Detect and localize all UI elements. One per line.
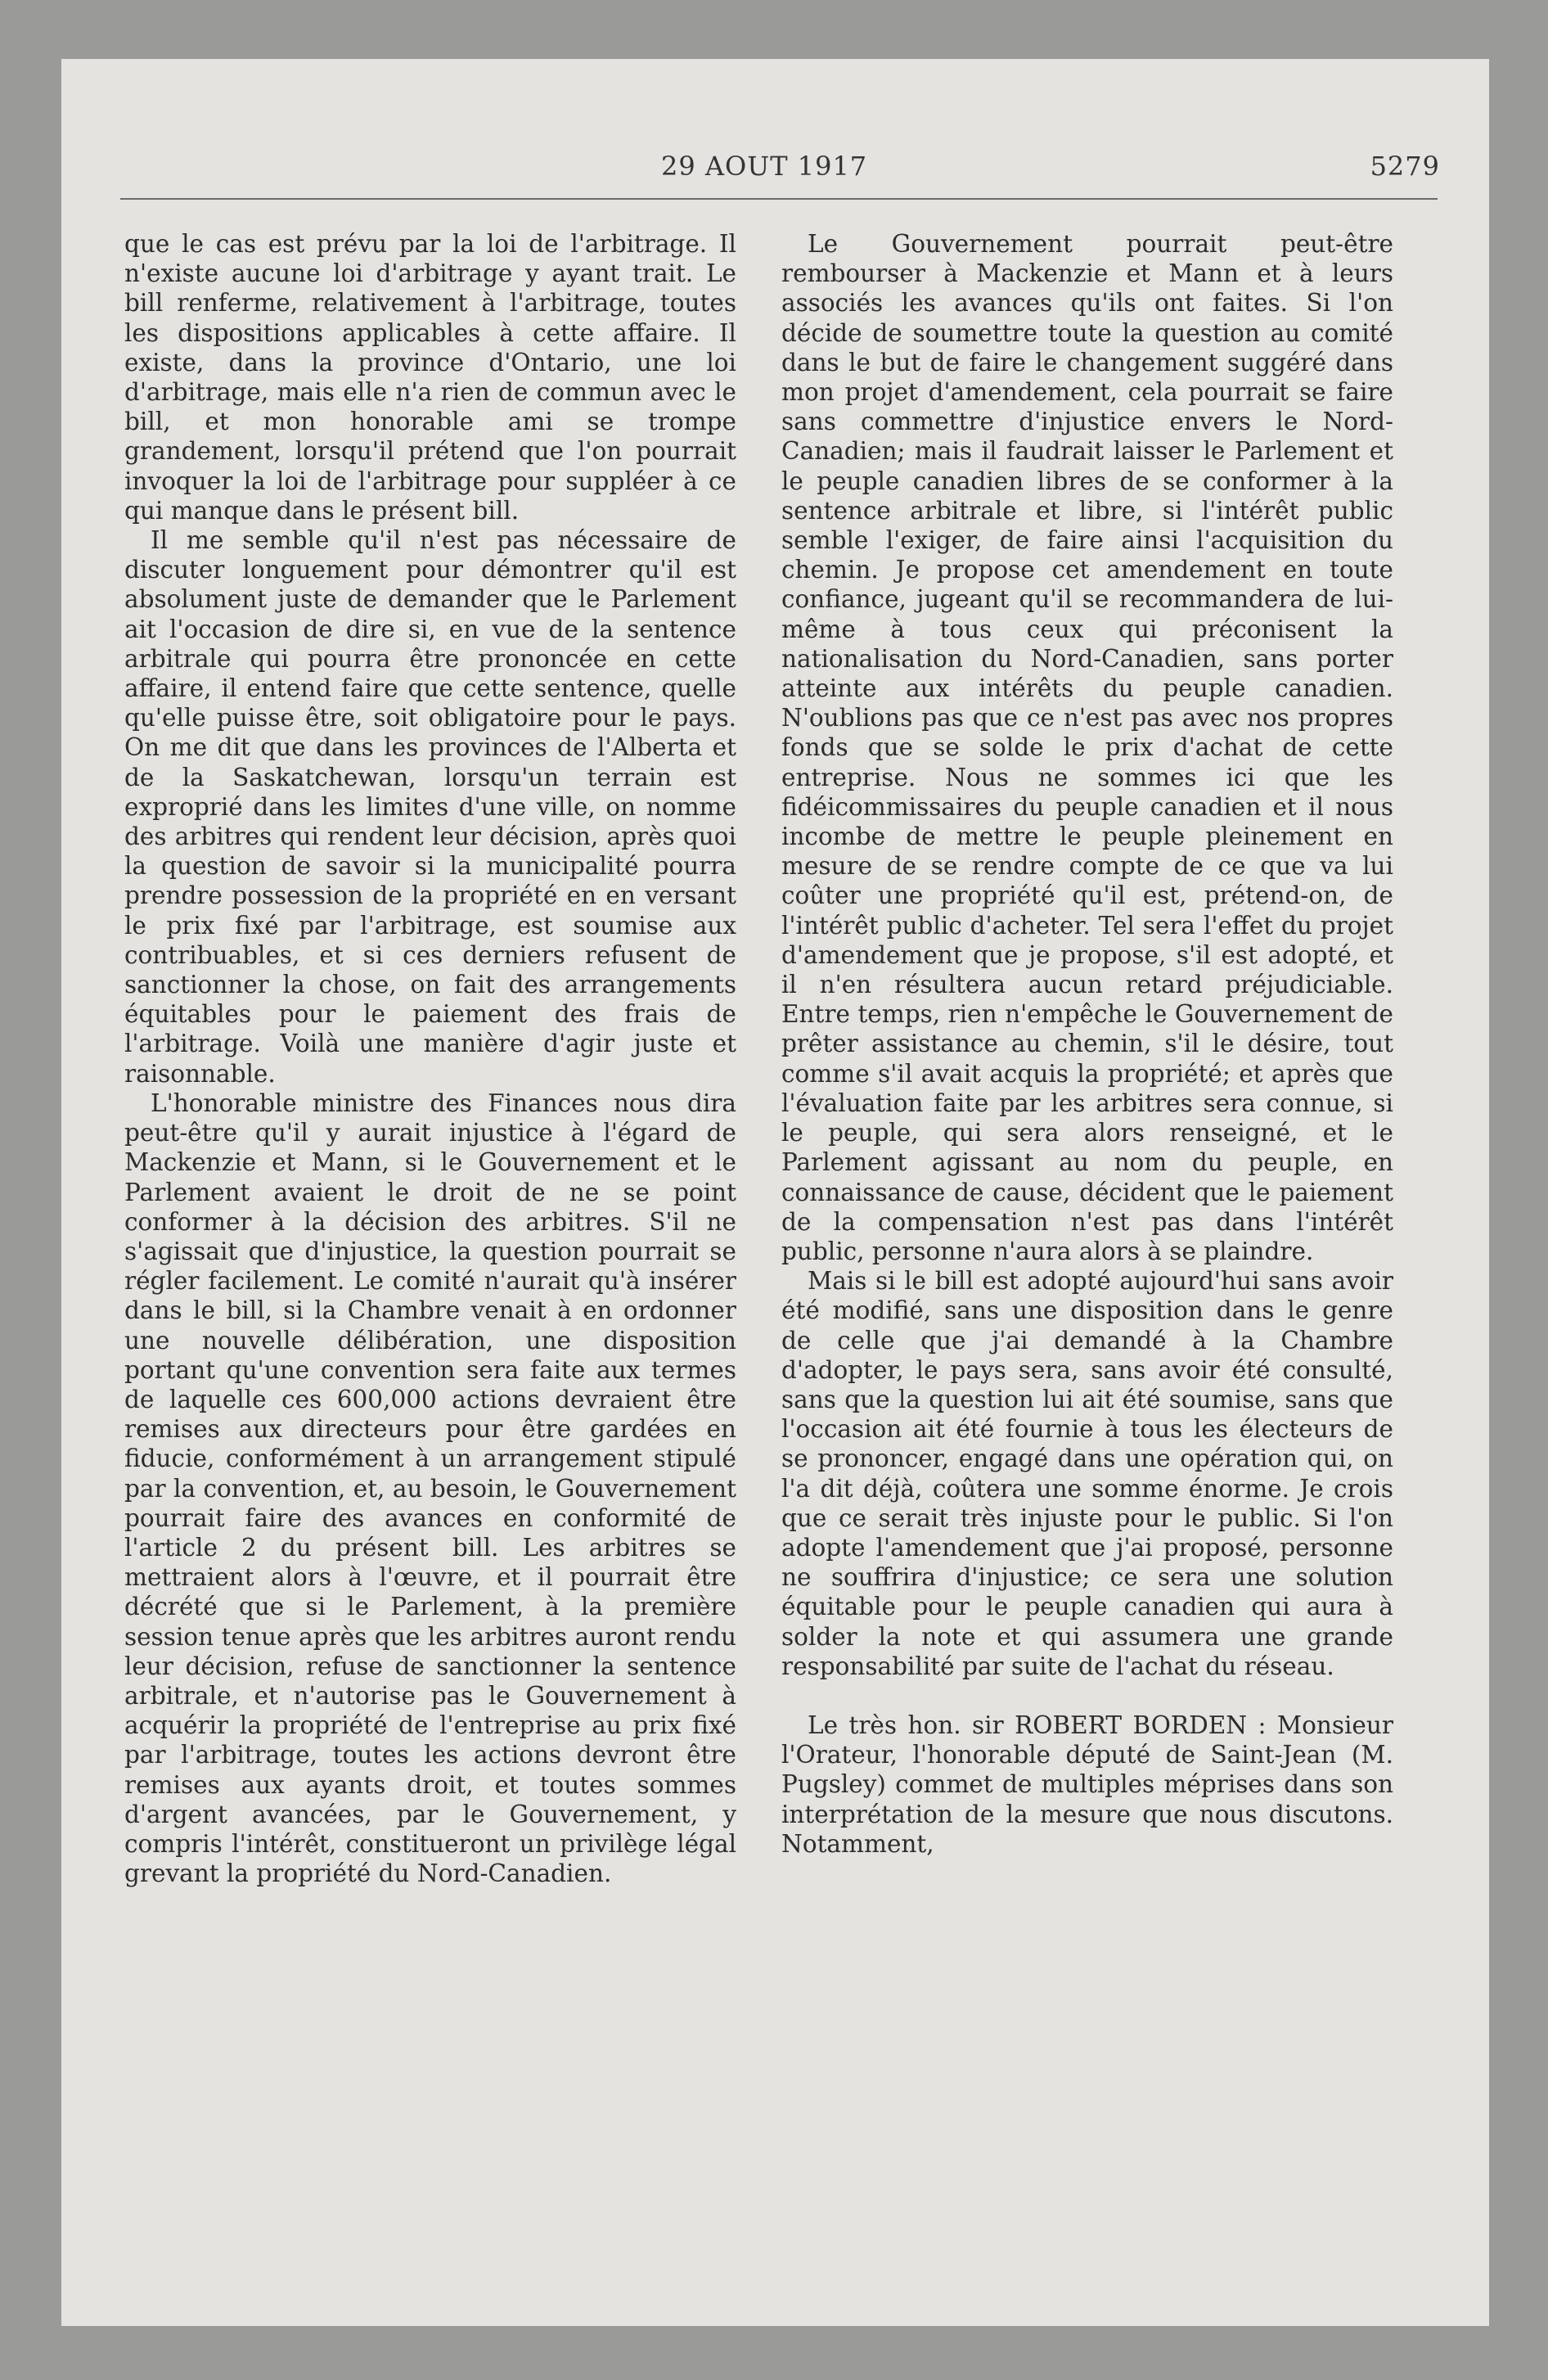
right-paragraph-1: Le Gouvernement pourrait peut-être rembourser à Mackenzie et Mann et à leurs associés les avances qu'ils ont faites. Si l'on décide de soumettre toute la question au comité dans le but de faire le changement suggéré dans mon projet d'amendement, cela pourrait se faire sans commettre d'injustice envers le Nord-Canadien; mais il faudrait laisser le Parlement et le peuple canadien libres de se conformer à la sentence arbitrale et libre, si l'intérêt public semble l'exiger, de faire ainsi l'acquisition du chemin. Je propose cet amendement en toute confiance, jugeant qu'il se recommandera de lui-même à tous ceux qui préconisent la nationalisation du Nord-Canadien, sans porter atteinte aux intérêts du peuple canadien. N'oublions pas que ce n'est pas avec nos propres fonds que se solde le prix d'achat de cette entreprise. Nous ne sommes ici que les fidéicommissaires du peuple canadien et il nous incombe de mettre le peuple pleinement en mesure de se rendre compte de ce que va lui coûter une propriété qu'il est, prétend-on, de l'intérêt public d'acheter. Tel sera l'effet du projet d'amendement que je propose, s'il est adopté, et il n'en résultera aucun retard préjudiciable. Entre temps, rien n'empêche le Gouvernement de prêter assistance au chemin, s'il le désire, tout comme s'il avait acquis la propriété; et après que l'évaluation faite par les arbitres sera connue, si le peuple, qui sera alors renseigné, et le Parlement agissant au nom du peuple, en connaissance de cause, décident que le paiement de la compensation n'est pas dans l'intérêt public, personne n'aura alors à se plaindre. xyxy=(781,230,1393,1265)
document-page xyxy=(61,59,1489,2326)
right-column xyxy=(781,229,1393,1859)
right-paragraph-2: Mais si le bill est adopté aujourd'hui sans avoir été modifié, sans une disposition dans le genre de celle que j'ai demandé à la Chambre d'adopter, le pays sera, sans avoir été consulté, sans que la question lui ait été soumise, sans que l'occasion ait été fournie à tous les électeurs de se prononcer, engagé dans une opération qui, on l'a dit déjà, coûtera une somme énorme. Je crois que ce serait très injuste pour le public. Si l'on adopte l'amendement que j'ai proposé, personne ne souffrira d'injustice; ce sera une solution équitable pour le peuple canadien qui aura à solder la note et qui assumera une grande responsabilité par suite de l'achat du réseau. xyxy=(781,1267,1393,1680)
header-rule xyxy=(120,198,1438,200)
page-header xyxy=(61,151,1489,200)
left-paragraph-1: que le cas est prévu par la loi de l'arbitrage. Il n'existe aucune loi d'arbitrage y ayant trait. Le bill renferme, relativement à l'arbitrage, toutes les dispositions applicables à cette affaire. Il existe, dans la province d'Ontario, une loi d'arbitrage, mais elle n'a rien de commun avec le bill, et mon honorable ami se trompe grandement, lorsqu'il prétend que l'on pourrait invoquer la loi de l'arbitrage pour suppléer à ce qui manque dans le présent bill. xyxy=(124,230,736,525)
right-paragraph-3: Le très hon. sir ROBERT BORDEN : Monsieur l'Orateur, l'honorable député de Saint-Jean (M. Pugsley) commet de multiples méprises dans son interprétation de la mesure que nous discutons. Notamment, xyxy=(781,1711,1393,1858)
left-paragraph-2: Il me semble qu'il n'est pas nécessaire de discuter longuement pour démontrer qu'il est absolument juste de demander que le Parlement ait l'occasion de dire si, en vue de la sentence arbitrale qui pourra être prononcée en cette affaire, il entend faire que cette sentence, quelle qu'elle puisse être, soit obligatoire pour le pays. On me dit que dans les provinces de l'Alberta et de la Saskatchewan, lorsqu'un terrain est exproprié dans les limites d'une ville, on nomme des arbitres qui rendent leur décision, après quoi la question de savoir si la municipalité pourra prendre possession de la propriété en en versant le prix fixé par l'arbitrage, est soumise aux contribuables, et si ces derniers refusent de sanctionner la chose, on fait des arrangements équitables pour le paiement des frais de l'arbitrage. Voilà une manière d'agir juste et raisonnable. xyxy=(124,526,736,1088)
page-number: 5279 xyxy=(1370,151,1440,182)
left-paragraph-3: L'honorable ministre des Finances nous dira peut-être qu'il y aurait injustice à l'égard de Mackenzie et Mann, si le Gouvernement et le Parlement avaient le droit de ne se point conformer à la décision des arbitres. S'il ne s'agissait que d'injustice, la question pourrait se régler facilement. Le comité n'aurait qu'à insérer dans le bill, si la Chambre venait à en ordonner une nouvelle délibération, une disposition portant qu'une convention sera faite aux termes de laquelle ces 600,000 actions devraient être remises aux directeurs pour être gardées en fiducie, conformément à un arrangement stipulé par la convention, et, au besoin, le Gouvernement pourrait faire des avances en conformité de l'article 2 du présent bill. Les arbitres se mettraient alors à l'œuvre, et il pourrait être décrété que si le Parlement, à la première session tenue après que les arbitres auront rendu leur décision, refuse de sanctionner la sentence arbitrale, et n'autorise pas le Gouvernement à acquérir la propriété de l'entreprise au prix fixé par l'arbitrage, toutes les actions devront être remises aux ayants droit, et toutes sommes d'argent avancées, par le Gouvernement, y compris l'intérêt, constitueront un privilège légal grevant la propriété du Nord-Canadien. xyxy=(124,1089,736,1888)
header-date: 29 AOUT 1917 xyxy=(661,151,868,182)
left-column xyxy=(124,229,736,1888)
